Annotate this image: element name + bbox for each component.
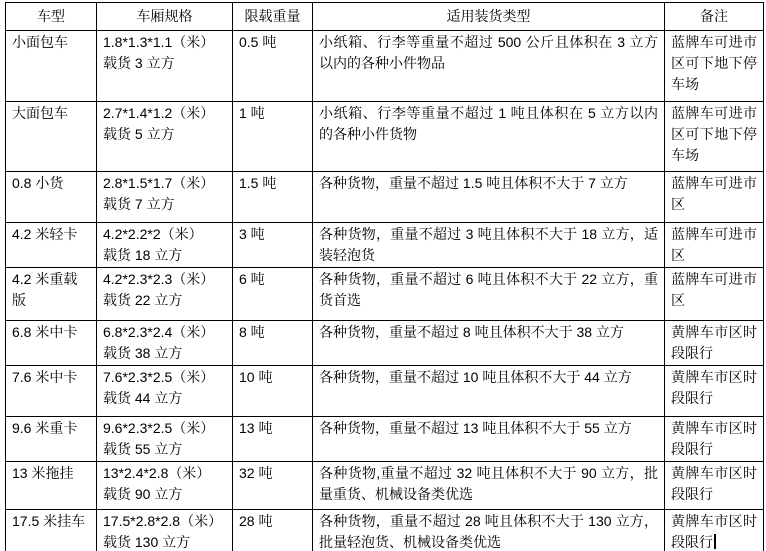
table-header-row <box>6 3 764 31</box>
box-spec-cell <box>97 417 233 462</box>
header-vehicle-type: 车型 <box>6 3 97 31</box>
box-spec-cell <box>97 366 233 417</box>
spec-dimensions: 4.2*2.3*2.3（米） <box>103 271 215 287</box>
cargo-type-cell: 各种货物,重量不超过 32 吨且体积不大于 90 立方，批量重货、机械设备类优选 <box>313 462 665 510</box>
cargo-type-cell: 各种货物，重量不超过 28 吨且体积不大于 130 立方，批量轻泡货、机械设备类优选 <box>313 510 665 551</box>
spec-load-volume: 载货 5 立方 <box>103 126 175 142</box>
spec-load-volume: 载货 38 立方 <box>103 345 183 361</box>
vehicle-type-cell: 17.5 米挂车 <box>6 510 97 551</box>
table-row <box>6 31 764 102</box>
header-load-limit: 限载重量 <box>233 3 313 31</box>
table-row <box>6 223 764 268</box>
table-row <box>6 268 764 321</box>
text-cursor <box>714 534 716 549</box>
spec-load-volume: 载货 130 立方 <box>103 534 191 550</box>
spec-load-volume: 载货 18 立方 <box>103 247 183 263</box>
cargo-type-cell: 小纸箱、行李等重量不超过 500 公斤且体积在 3 立方以内的各种小件物品 <box>313 31 665 102</box>
header-box-spec: 车厢规格 <box>97 3 233 31</box>
spec-dimensions: 6.8*2.3*2.4（米） <box>103 324 215 340</box>
vehicle-type-cell: 小面包车 <box>6 31 97 102</box>
spec-load-volume: 载货 55 立方 <box>103 441 183 457</box>
table-row <box>6 510 764 551</box>
remarks-cell: 蓝牌车可进市区 <box>665 268 764 321</box>
spec-load-volume: 载货 44 立方 <box>103 390 183 406</box>
header-remarks: 备注 <box>665 3 764 31</box>
load-limit-cell: 1.5 吨 <box>233 172 313 223</box>
load-limit-cell: 28 吨 <box>233 510 313 551</box>
vehicle-type-cell: 4.2 米重载版 <box>6 268 97 321</box>
spec-dimensions: 2.7*1.4*1.2（米） <box>103 105 215 121</box>
load-limit-cell: 1 吨 <box>233 102 313 172</box>
table-row <box>6 172 764 223</box>
vehicle-spec-table <box>5 2 764 551</box>
load-limit-cell: 32 吨 <box>233 462 313 510</box>
cargo-type-cell: 小纸箱、行李等重量不超过 1 吨且体积在 5 立方以内的各种小件货物 <box>313 102 665 172</box>
remarks-text: 黄牌车市区时段限行 <box>671 513 757 550</box>
load-limit-cell: 3 吨 <box>233 223 313 268</box>
load-limit-cell: 10 吨 <box>233 366 313 417</box>
vehicle-type-cell: 6.8 米中卡 <box>6 321 97 366</box>
load-limit-cell: 0.5 吨 <box>233 31 313 102</box>
spec-dimensions: 2.8*1.5*1.7（米） <box>103 175 215 191</box>
spec-dimensions: 1.8*1.3*1.1（米） <box>103 34 215 50</box>
spec-dimensions: 13*2.4*2.8（米） <box>103 465 211 481</box>
spec-load-volume: 载货 3 立方 <box>103 55 175 71</box>
remarks-cell <box>665 510 764 551</box>
spec-dimensions: 17.5*2.8*2.8（米） <box>103 513 223 529</box>
remarks-cell: 蓝牌车可进市区 <box>665 223 764 268</box>
load-limit-cell: 6 吨 <box>233 268 313 321</box>
box-spec-cell <box>97 321 233 366</box>
table-row <box>6 321 764 366</box>
header-cargo-type: 适用装货类型 <box>313 3 665 31</box>
cargo-type-cell: 各种货物，重量不超过 8 吨且体积不大于 38 立方 <box>313 321 665 366</box>
remarks-cell: 黄牌车市区时段限行 <box>665 321 764 366</box>
remarks-cell: 黄牌车市区时段限行 <box>665 462 764 510</box>
remarks-cell: 黄牌车市区时段限行 <box>665 417 764 462</box>
spec-dimensions: 9.6*2.3*2.5（米） <box>103 420 215 436</box>
load-limit-cell: 8 吨 <box>233 321 313 366</box>
spec-dimensions: 7.6*2.3*2.5（米） <box>103 369 215 385</box>
box-spec-cell <box>97 268 233 321</box>
cargo-type-cell: 各种货物，重量不超过 1.5 吨且体积不大于 7 立方 <box>313 172 665 223</box>
box-spec-cell <box>97 102 233 172</box>
table-row <box>6 102 764 172</box>
vehicle-type-cell: 大面包车 <box>6 102 97 172</box>
spec-load-volume: 载货 22 立方 <box>103 292 183 308</box>
vehicle-type-cell: 13 米拖挂 <box>6 462 97 510</box>
vehicle-type-cell: 7.6 米中卡 <box>6 366 97 417</box>
box-spec-cell <box>97 462 233 510</box>
cargo-type-cell: 各种货物，重量不超过 13 吨且体积不大于 55 立方 <box>313 417 665 462</box>
box-spec-cell <box>97 223 233 268</box>
spec-dimensions: 4.2*2.2*2（米） <box>103 226 203 242</box>
spec-load-volume: 载货 7 立方 <box>103 196 175 212</box>
spec-load-volume: 载货 90 立方 <box>103 486 183 502</box>
load-limit-cell: 13 吨 <box>233 417 313 462</box>
remarks-cell: 蓝牌车可进市区 <box>665 172 764 223</box>
table-row <box>6 462 764 510</box>
vehicle-type-cell: 9.6 米重卡 <box>6 417 97 462</box>
vehicle-type-cell: 0.8 小货 <box>6 172 97 223</box>
remarks-cell: 黄牌车市区时段限行 <box>665 366 764 417</box>
vehicle-type-cell: 4.2 米轻卡 <box>6 223 97 268</box>
table-row <box>6 417 764 462</box>
remarks-cell: 蓝牌车可进市区可下地下停车场 <box>665 31 764 102</box>
table-row <box>6 366 764 417</box>
box-spec-cell <box>97 31 233 102</box>
cargo-type-cell: 各种货物，重量不超过 10 吨且体积不大于 44 立方 <box>313 366 665 417</box>
box-spec-cell <box>97 510 233 551</box>
box-spec-cell <box>97 172 233 223</box>
cargo-type-cell: 各种货物，重量不超过 3 吨且体积不大于 18 立方，适装轻泡货 <box>313 223 665 268</box>
cargo-type-cell: 各种货物，重量不超过 6 吨且体积不大于 22 立方，重货首选 <box>313 268 665 321</box>
remarks-cell: 蓝牌车可进市区可下地下停车场 <box>665 102 764 172</box>
